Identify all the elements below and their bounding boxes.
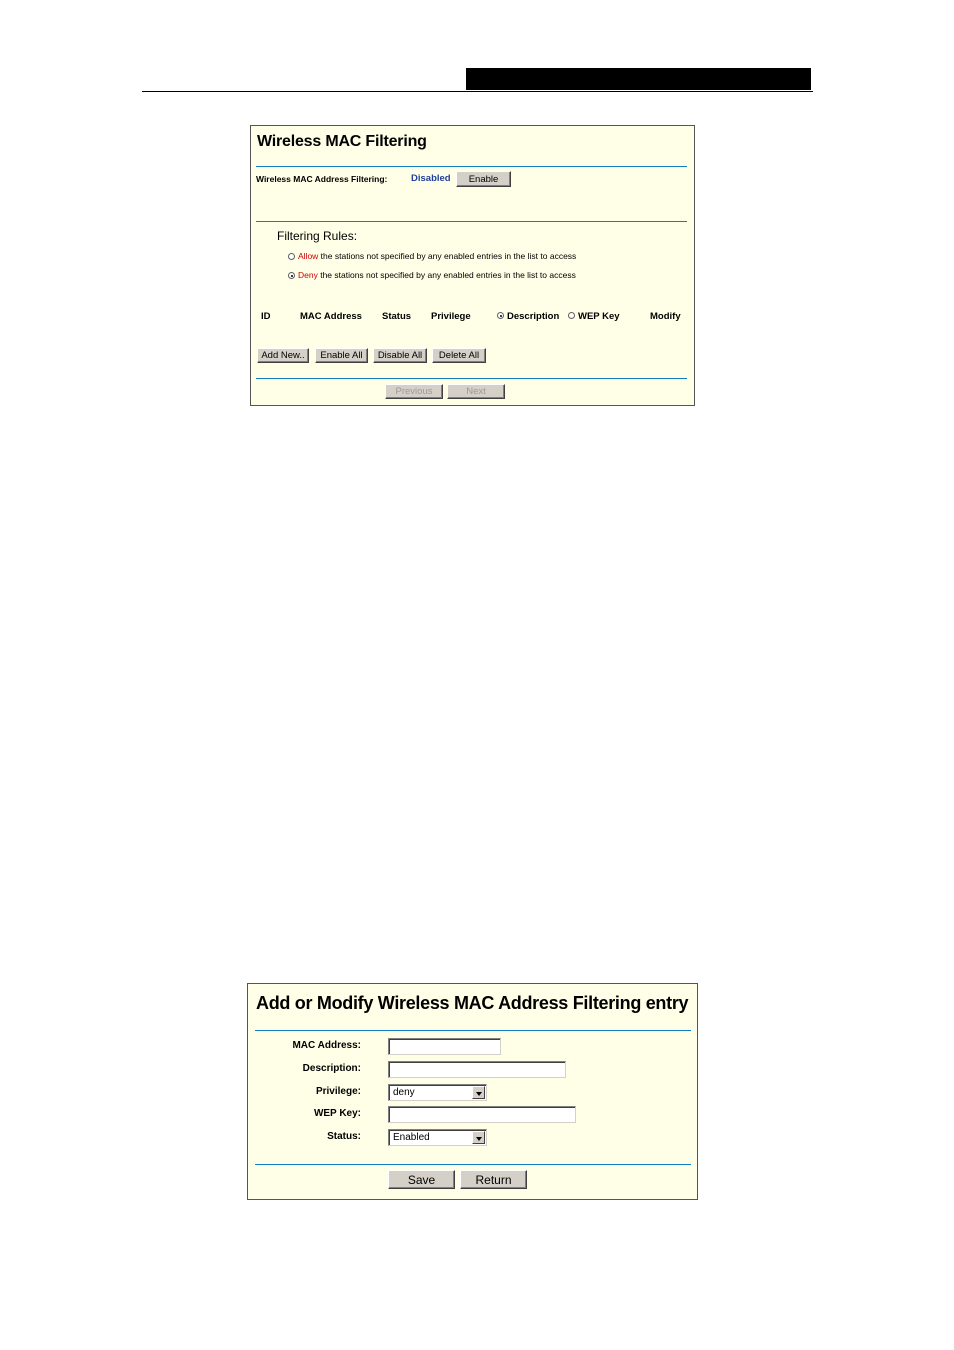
column-description: Description bbox=[507, 311, 560, 322]
disable-all-button[interactable]: Disable All bbox=[373, 348, 427, 363]
chevron-down-icon[interactable] bbox=[472, 1131, 485, 1144]
delete-all-button[interactable]: Delete All bbox=[432, 348, 486, 363]
previous-button[interactable]: Previous bbox=[385, 384, 443, 399]
header-bar bbox=[466, 68, 811, 90]
mac-filtering-panel bbox=[250, 125, 695, 406]
status-label: Status: bbox=[327, 1131, 361, 1142]
section-divider bbox=[256, 221, 687, 222]
save-button[interactable]: Save bbox=[388, 1170, 455, 1189]
chevron-down-icon[interactable] bbox=[472, 1086, 485, 1099]
header-rule bbox=[142, 91, 813, 92]
privilege-selected-value: deny bbox=[393, 1087, 415, 1098]
column-mac-address: MAC Address bbox=[300, 311, 362, 322]
page-title: Wireless MAC Filtering bbox=[257, 133, 427, 150]
status-selected-value: Enabled bbox=[393, 1132, 430, 1143]
deny-rule-text bbox=[298, 270, 576, 280]
filtering-rules-heading: Filtering Rules: bbox=[277, 229, 358, 243]
description-column-radio[interactable] bbox=[497, 312, 504, 319]
column-privilege: Privilege bbox=[431, 311, 471, 322]
allow-rule-radio[interactable] bbox=[288, 253, 295, 260]
deny-keyword: Deny bbox=[298, 270, 318, 280]
filtering-status-value: Disabled bbox=[411, 173, 451, 184]
title-divider bbox=[256, 166, 687, 167]
wep-key-input[interactable] bbox=[388, 1106, 576, 1123]
allow-rule-text bbox=[298, 251, 576, 261]
privilege-label: Privilege: bbox=[315, 1086, 361, 1097]
wep-key-label: WEP Key: bbox=[313, 1108, 361, 1119]
enable-all-button[interactable]: Enable All bbox=[315, 348, 368, 363]
privilege-select[interactable] bbox=[388, 1084, 487, 1101]
entry-footer-divider bbox=[255, 1164, 691, 1165]
column-modify: Modify bbox=[650, 311, 681, 322]
allow-rule-description: the stations not specified by any enabled entries in the list to access bbox=[318, 251, 577, 261]
add-modify-entry-panel bbox=[247, 983, 698, 1200]
deny-rule-radio[interactable] bbox=[288, 272, 295, 279]
column-id: ID bbox=[261, 311, 271, 322]
column-status: Status bbox=[382, 311, 412, 322]
column-wep-key: WEP Key bbox=[578, 311, 620, 322]
enable-button[interactable]: Enable bbox=[456, 171, 511, 187]
description-label: Description: bbox=[302, 1063, 361, 1074]
description-input[interactable] bbox=[388, 1061, 566, 1078]
mac-address-input[interactable] bbox=[388, 1038, 501, 1055]
deny-rule-description: the stations not specified by any enabled entries in the list to access bbox=[317, 270, 576, 280]
filtering-status-label: Wireless MAC Address Filtering: bbox=[256, 174, 388, 184]
entry-title-divider bbox=[255, 1030, 691, 1031]
mac-address-label: MAC Address: bbox=[292, 1040, 361, 1051]
allow-keyword: Allow bbox=[298, 251, 319, 261]
status-select[interactable] bbox=[388, 1129, 487, 1146]
wep-key-column-radio[interactable] bbox=[568, 312, 575, 319]
footer-divider bbox=[256, 378, 687, 379]
entry-page-title: Add or Modify Wireless MAC Address Filtering entry bbox=[256, 993, 689, 1013]
return-button[interactable]: Return bbox=[460, 1170, 527, 1189]
next-button[interactable]: Next bbox=[447, 384, 505, 399]
add-new-button[interactable]: Add New.. bbox=[257, 348, 309, 363]
